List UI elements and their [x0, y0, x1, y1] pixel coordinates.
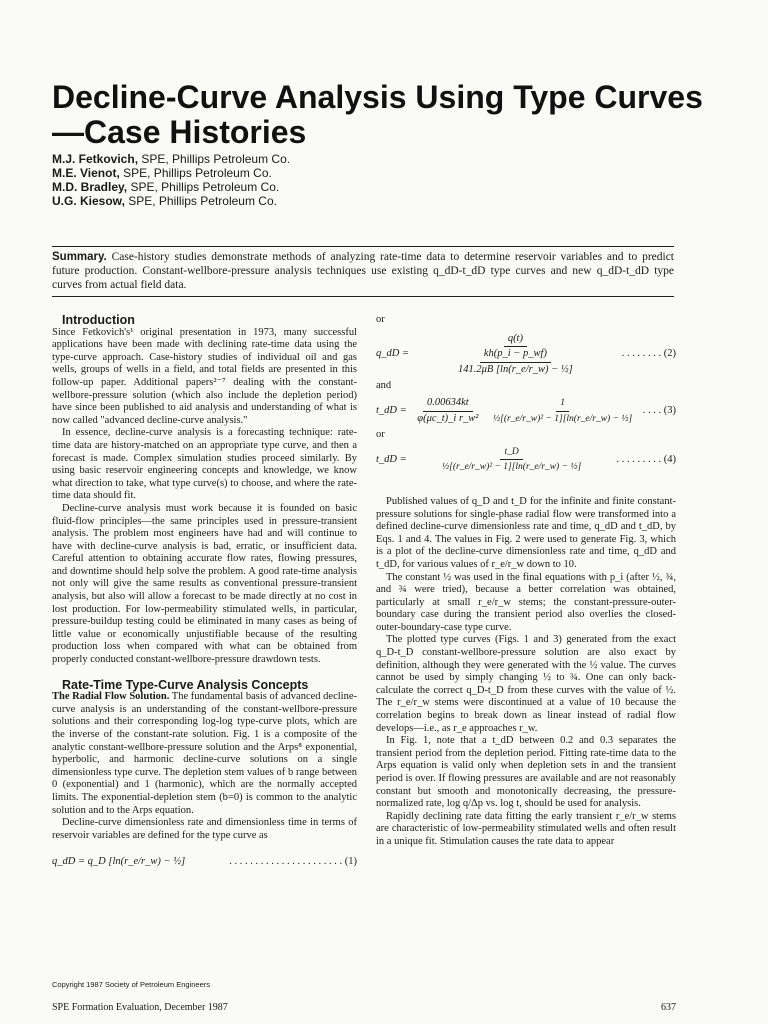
summary-lead: Summary. [52, 251, 107, 263]
body-paragraph: The constant ½ was used in the final equations with p_i (after ½, ¾, and ¾ were tried), because a better correlation was obtained, particularly at small r_e/r_w stems; the constant-pressure-outer-boundary case during the transient period also overlies the closed-outer-boundary-case type curve. [376, 571, 676, 633]
right-column [376, 314, 676, 849]
author-name: U.G. Kiesow, [52, 194, 125, 208]
author-affiliation: SPE, Phillips Petroleum Co. [127, 180, 280, 194]
equation-4 [376, 446, 676, 474]
intro-paragraph: Decline-curve analysis must work because it is founded on basic fluid-flow principles—the same principles used in pressure-transient analysis. The problem most engineers have had and will continue to have with decline-curve analysis is bad, erratic, or insufficient data. Careful attention to obtaining accurate flow rates, flowing pressures, and downtime should help solve the problem. A good rate-time analysis not only will give the same results as conventional pressure-transient analysis, but also will allow a forecast to be made directly at no cost in lost production. For low-permeability stimulated wells, in particular, pressure-buildup testing could be eliminated in many cases as being of little value or economically unjustifiable because of the resulting production loss when compared with what can be obtained from properly conducted constant-wellbore-pressure drawdown tests. [52, 502, 357, 666]
section-heading: Rate-Time Type-Curve Analysis Concepts [62, 677, 309, 692]
author-name: M.J. Fetkovich, [52, 152, 139, 166]
author-line [52, 194, 552, 208]
author-affiliation: SPE, Phillips Petroleum Co. [119, 166, 272, 180]
body-paragraph: In Fig. 1, note that a t_dD between 0.2 and 0.3 separates the transient period from the depletion period. Fitting rate-time data to the Arps equation is valid only when depletion sets in and the transient period is over. If flowing pressures are available and are not reasonably constant but smooth and monotonically decreasing, the pressure-normalized rate, log q/Δp vs. log t, should be used for analysis. [376, 735, 676, 810]
intro-paragraph: Since Fetkovich's¹ original presentation in 1973, many successful applications have been made with declining rate-time data using the type-curve approach. Case-history studies of individual oil and gas wells, groups of wells in a field, and total fields are presented in this follow-up paper. Additional papers²⁻⁷ dealing with the constant-wellbore-pressure solution (which also include the depletion period) have since been published to aid analysis and understanding of what is now called "advanced decline-curve analysis." [52, 326, 357, 426]
copyright-notice: Copyright 1987 Society of Petroleum Engineers [52, 980, 211, 989]
radial-paragraph: Decline-curve dimensionless rate and dimensionless time in terms of reservoir variables are defined for the type curve as [52, 817, 357, 841]
author-line [52, 152, 552, 166]
summary-top-rule [52, 246, 674, 247]
equation-3-fraction-b: $\frac{1}{\text{½[(r\_e/r\_w)² − 1][ln(r\_e/r\_w) − ½]}}$ [493, 397, 633, 424]
author-affiliation: SPE, Phillips Petroleum Co. [138, 152, 291, 166]
equation-3-number: . . . . (3) [642, 404, 676, 416]
equation-3 [376, 397, 676, 425]
summary-bottom-rule [52, 296, 674, 297]
paper-title: Decline-Curve Analysis Using Type Curves—Case Histories [52, 79, 703, 150]
author-line [52, 166, 552, 180]
body-paragraph: The plotted type curves (Figs. 1 and 3) generated from the exact q_D-t_D constant-wellbore-pressure solution are also exact by definition, although they were generated with the ½ value. The curves cannot be used by simply changing ½ to ¾. One can only back-calculate the correct q_D-t_D from these curves with the value of ½. The r_e/r_w stems were discontinued at a value of 10 because the correlation begins to break down as linear instead of radial flow develops—i.e., as r_e approaches r_w. [376, 634, 676, 734]
equation-2-lhs: q_dD = [376, 348, 410, 360]
equation-2-number: . . . . . . . . (2) [621, 348, 676, 360]
summary-block [52, 250, 674, 292]
connector-and: and [376, 380, 392, 392]
body-paragraph: Published values of q_D and t_D for the infinite and finite constant-pressure solutions for single-phase radial flow were transformed into a defined decline-curve dimensionless rate and time, q_dD and t_dD, by Eqs. 1 and 4. The values in Fig. 2 were used to generate Fig. 3, which is a plot of the decline-curve dimensionless rate and time, q_dD and t_dD, for various values of r_e/r_w down to 10. [376, 495, 676, 570]
intro-paragraph: In essence, decline-curve analysis is a forecasting technique: rate-time data are history-matched on an appropriate type curve, and then a forecast is made. Complex simulation studies proceed similarly. By using basic reservoir engineering concepts and knowledge, we know what direction to take, what type curve(s) to choose, and where the rate-time data should fit. [52, 427, 357, 502]
equation-3-lhs: t_dD = [376, 404, 407, 416]
author-list [52, 152, 552, 208]
equation-2 [376, 333, 676, 377]
radial-runin: The Radial Flow Solution. [52, 691, 170, 703]
equation-1-expression: q_dD = q_D [ln(r_e/r_w) − ½] [52, 856, 186, 868]
equation-4-number: . . . . . . . . . (4) [616, 453, 676, 465]
equation-3-fraction-a: $\frac{0.00634kt}{\text{φ(μc\_t)\_i r\_w²}}$ [417, 396, 479, 424]
equation-2-fraction [450, 333, 581, 377]
equation-1 [52, 856, 357, 869]
radial-paragraph [52, 691, 357, 817]
equation-2-denominator: $\frac{kh(p\_i - p\_wf)}{\text{141.2μB [ln(r\_e/r\_w) − ½]}}$ [458, 348, 573, 375]
intro-heading: Introduction [62, 313, 135, 327]
summary-text: Case-history studies demonstrate methods of analyzing rate-time data to determine reservoir variables and to predict future production. Constant-wellbore-pressure analysis techniques use existing q_dD-t_dD type curves and new q_dD-t_dD type curves from actual field data. [52, 251, 674, 291]
connector-or: or [376, 429, 385, 441]
connector-or: or [376, 314, 385, 325]
author-name: M.E. Vienot, [52, 166, 120, 180]
author-affiliation: SPE, Phillips Petroleum Co. [124, 194, 277, 208]
author-line [52, 180, 552, 194]
equation-2-numerator: q(t) [504, 333, 527, 348]
page-number: 637 [661, 1002, 676, 1013]
equation-4-lhs: t_dD = [376, 453, 407, 465]
equation-4-fraction: $\frac{t\_D}{\text{½[(r\_e/r\_w)² − 1][ln(r\_e/r\_w) − ½]}}$ [442, 446, 582, 473]
equation-1-number: . . . . . . . . . . . . . . . . . . . . . . (1) [229, 856, 357, 868]
body-paragraph: Rapidly declining rate data fitting the early transient r_e/r_w stems are characteristic of low-permeability stimulated wells and often result in a unique fit. Stimulation causes the rate data to appear [376, 810, 676, 847]
author-name: M.D. Bradley, [52, 180, 128, 194]
radial-text: The fundamental basis of advanced decline-curve analysis is an understanding of the constant-wellbore-pressure solutions and their corresponding log-log type-curve plots, which are the inverse of the constant-rate solution. Fig. 1 is a composite of the analytic constant-wellbore-pressure solution and the Arps⁸ exponential, hyperbolic, and harmonic decline-curve solutions on a single dimensionless type curve. The depletion stem values of b range between 0 (exponential) and 1 (harmonic), which are the normally accepted limits. The exponential-depletion stem (b=0) is common to the analytic solution and to the Arps equation. [52, 691, 357, 816]
journal-citation: SPE Formation Evaluation, December 1987 [52, 1002, 228, 1013]
left-column [52, 314, 357, 869]
